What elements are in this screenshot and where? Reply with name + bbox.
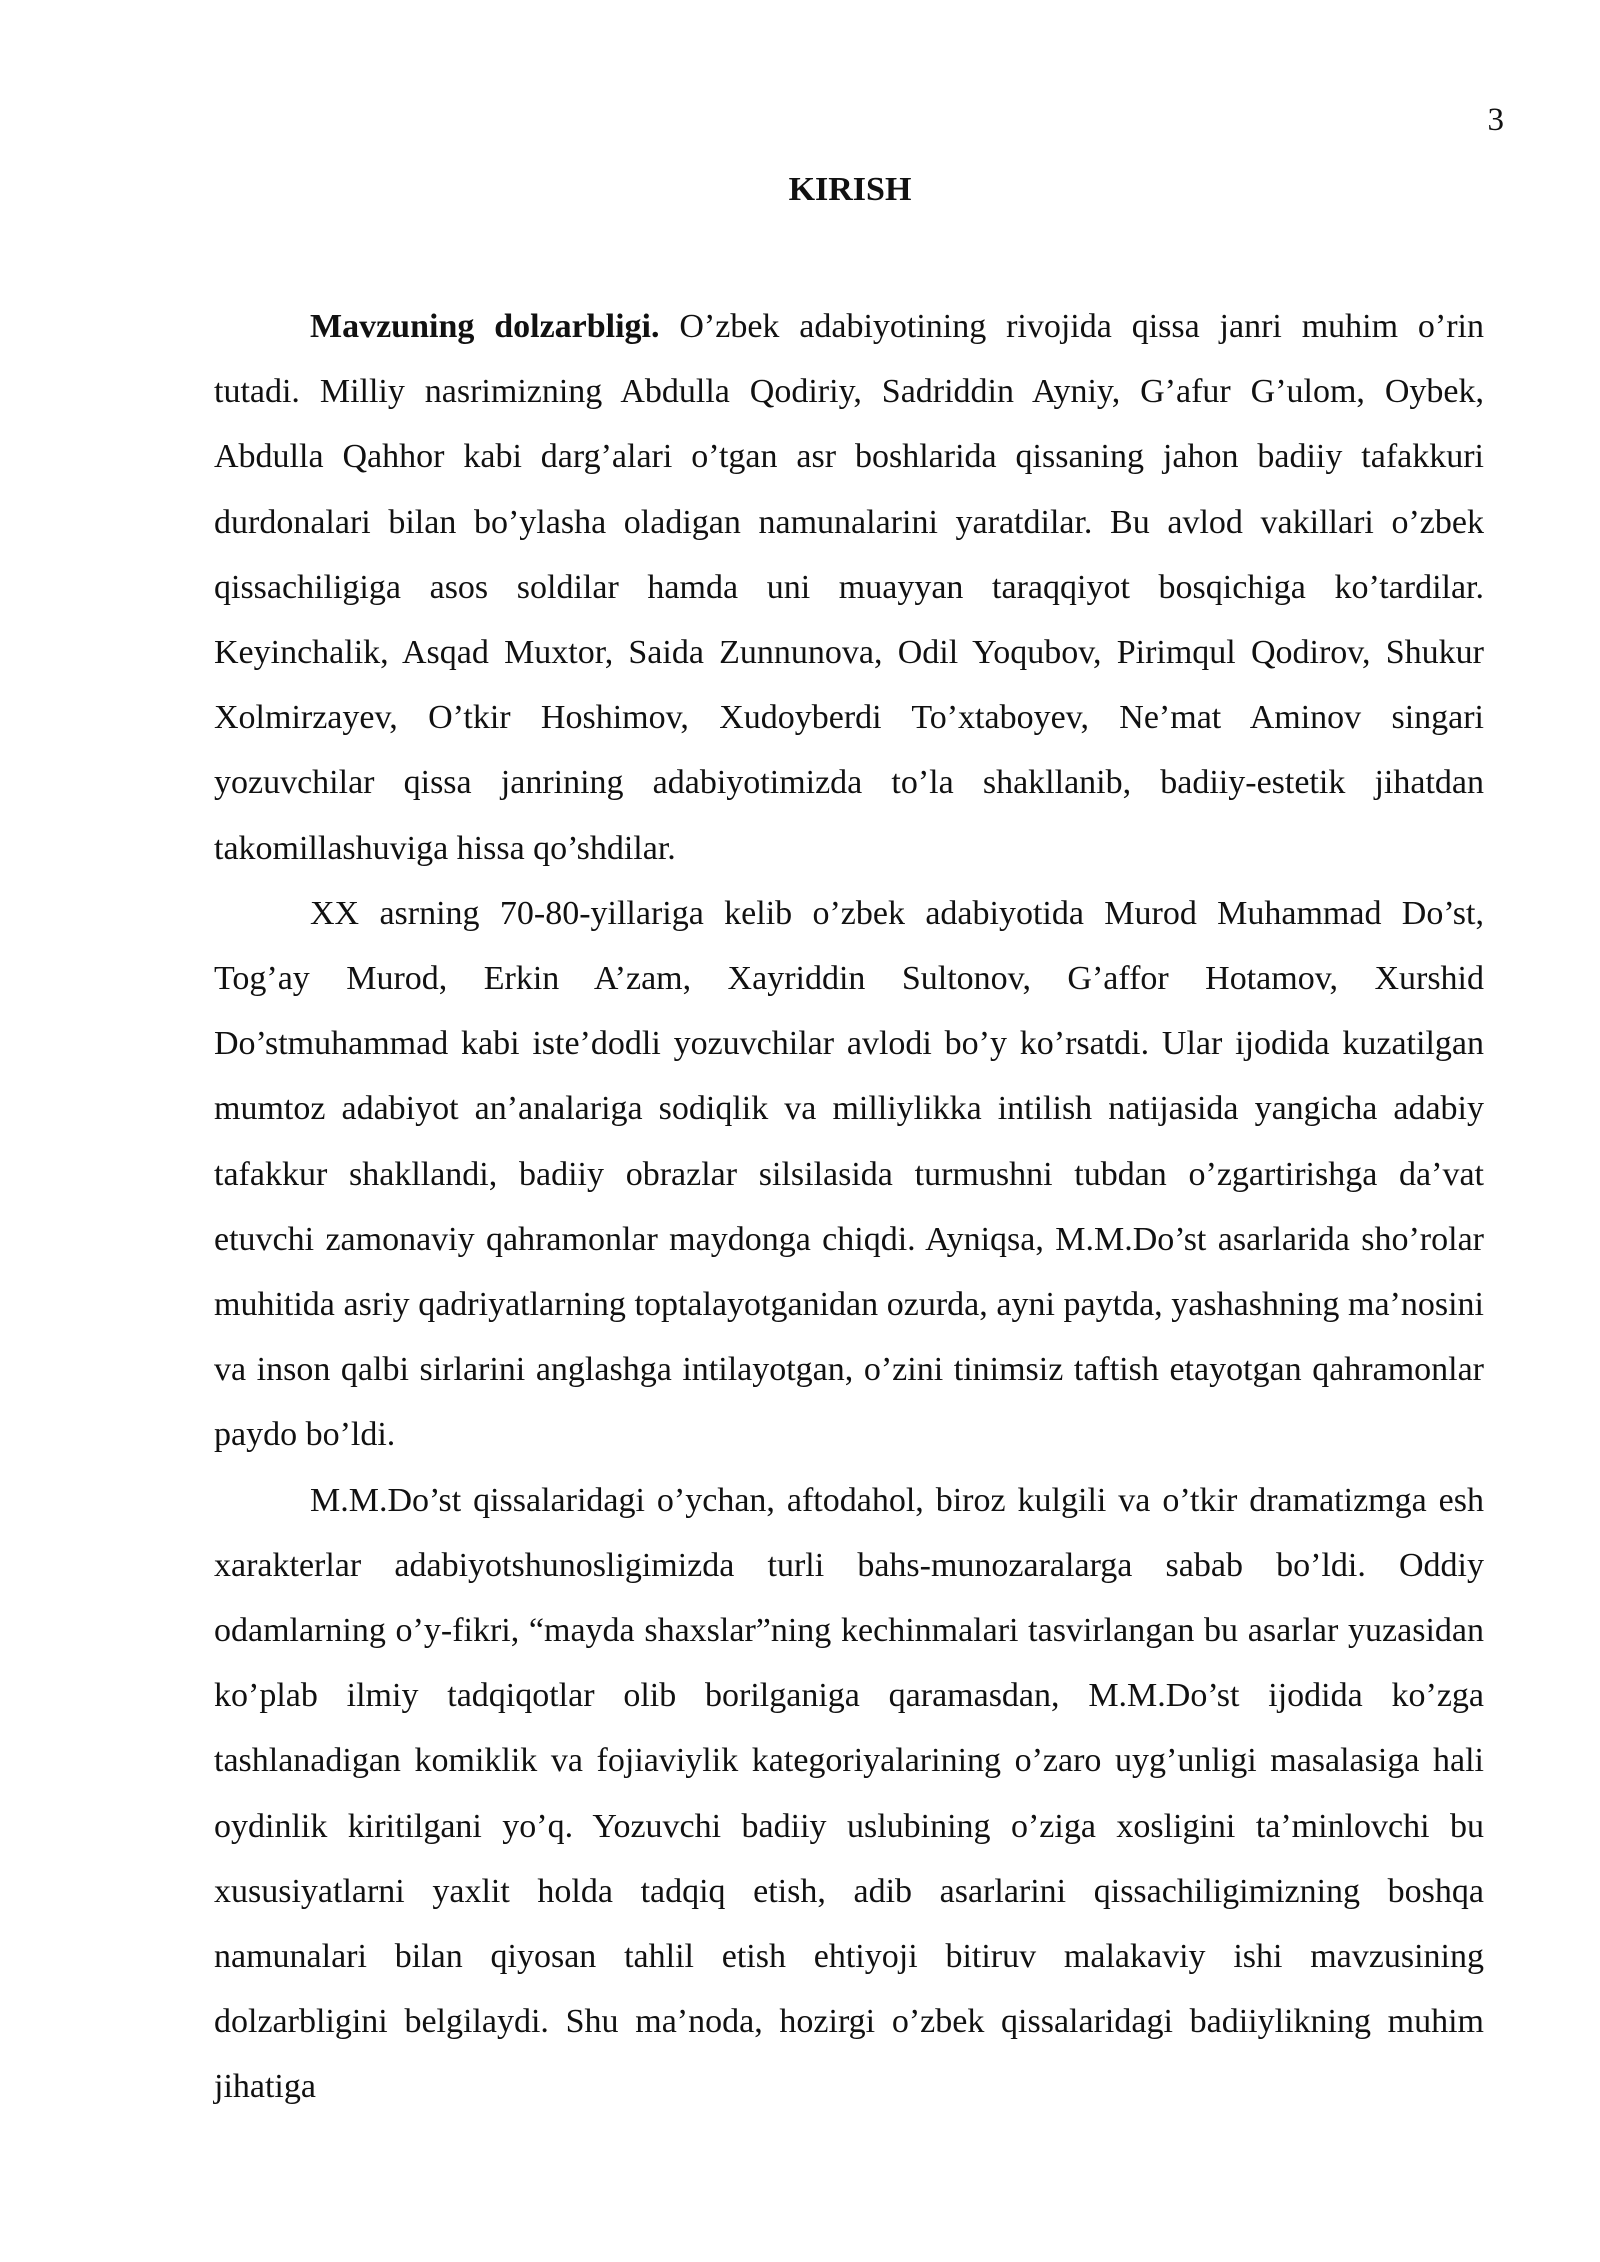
paragraph-text: O’zbek adabiyotining rivojida qissa janri muhim o’rin tutadi. Milliy nasrimizning Abdulla Qodiriy, Sadriddin Ayniy, G’afur G’ulom, Oybek, Abdulla Qahhor kabi darg’alari o’tgan asr boshlarida qissaning jahon badiiy tafakkuri durdonalari bilan bo’ylasha oladigan namunalarini yaratdilar. Bu avlod vakillari o’zbek qissachiligiga asos soldilar hamda uni muayyan taraqqiyot bosqichiga ko’tardilar. Keyinchalik, Asqad Muxtor, Saida Zunnunova, Odil Yoqubov, Pirimqul Qodirov, Shukur Xolmirzayev, O’tkir Hoshimov, Xudoyberdi To’xtaboyev, Ne’mat Aminov singari yozuvchilar qissa janrining adabiyotimizda to’la shakllanib, badiiy-estetik jihatdan takomillashuviga hissa qo’shdilar. — [214, 308, 1484, 867]
page-title: KIRISH — [788, 171, 912, 208]
page-number: 3 — [1487, 102, 1504, 138]
paragraph-3 — [214, 1468, 1484, 2120]
paragraph-text: XX asrning 70-80-yillariga kelib o’zbek adabiyotida Murod Muhammad Do’st, Tog’ay Murod, Erkin A’zam, Xayriddin Sultonov, G’affor Hotamov, Xurshid Do’stmuhammad kabi iste’dodli yozuvchilar avlodi bo’y ko’rsatdi. Ular ijodida kuzatilgan mumtoz adabiyot an’analariga sodiqlik va milliylikka intilish natijasida yangicha adabiy tafakkur shakllandi, badiiy obrazlar silsilasida turmushni tubdan o’zgartirishga da’vat etuvchi zamonaviy qahramonlar maydonga chiqdi. Ayniqsa, M.M.Do’st asarlarida sho’rolar muhitida asriy qadriyatlarning toptalayotganidan ozurda, ayni paytda, yashashning ma’nosini va inson qalbi sirlarini anglashga intilayotgan, o’zini tinimsiz taftish etayotgan qahramonlar paydo bo’ldi. — [214, 894, 1484, 1454]
paragraph-2 — [214, 881, 1484, 1468]
paragraph-1 — [214, 294, 1484, 881]
body-text — [214, 294, 1484, 2120]
paragraph-text: M.M.Do’st qissalaridagi o’ychan, aftodahol, biroz kulgili va o’tkir dramatizmga esh xarakterlar adabiyotshunosligimizda turli bahs-munozaralarga sabab bo’ldi. Oddiy odamlarning o’y-fikri, “mayda shaxslar”ning kechinmalari tasvirlangan bu asarlar yuzasidan ko’plab ilmiy tadqiqotlar olib borilganiga qaramasdan, M.M.Do’st ijodida ko’zga tashlanadigan komiklik va fojiaviylik kategoriyalarining o’zaro uyg’unligi masalasiga hali oydinlik kiritilgani yo’q. Yozuvchi badiiy uslubining o’ziga xosligini ta’minlovchi bu xususiyatlarni yaxlit holda tadqiq etish, adib asarlarini qissachiligimizning boshqa namunalari bilan qiyosan tahlil etish ehtiyoji bitiruv malakaviy ishi mavzusining dolzarbligini belgilaydi. Shu ma’noda, hozirgi o’zbek qissalaridagi badiiylikning muhim jihatiga — [214, 1481, 1484, 2106]
paragraph-lead: Mavzuning dolzarbligi. — [310, 308, 660, 345]
